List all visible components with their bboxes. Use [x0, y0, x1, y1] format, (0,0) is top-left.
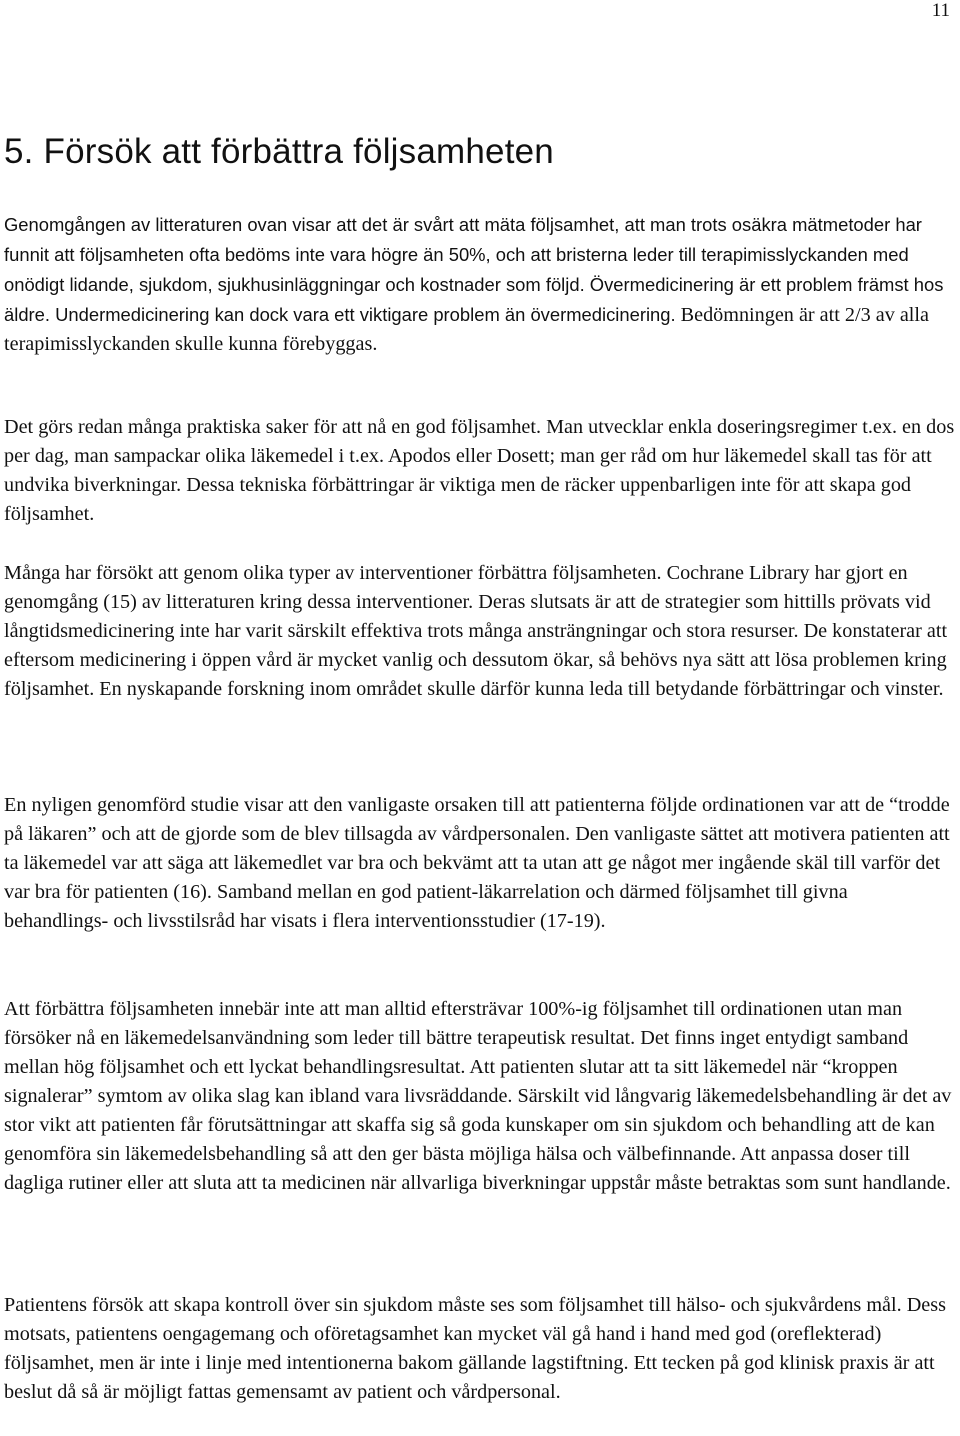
- paragraph-4: En nyligen genomförd studie visar att den vanligaste orsaken till att patienterna följde ordinationen var att de “trodde på läkaren” och att de gjorde som de blev tillsagda av vårdpersonalen. Den vanligaste sättet att motivera patienten att ta läkemedel var att säga att läkemedlet var bra och bekvämt att ta utan att ge något mer ingående skäl till varför det var bra för patienten (16). Samband mellan en god patient-läkarrelation och därmed följsamhet till givna behandlings- och livsstilsråd har visats i flera interventionsstudier (17-19).: [4, 794, 950, 932]
- paragraph-1-part-1: Genomgången av litteraturen ovan visar att det är svårt att mäta följsamhet, att man trots osäkra mätmetoder har funnit att följsamheten ofta bedöms inte vara högre än 50%, och att bristerna leder till terapimisslyckanden med onödigt lidande, sjukdom, sjukhusinläggningar och kostnader som följd. Övermedicinering är ett problem främst hos äldre. Undermedicinering kan dock vara ett viktigare problem än övermedicinering.: [4, 214, 944, 325]
- paragraph-6: Patientens försök att skapa kontroll över sin sjukdom måste ses som följsamhet till hälso- och sjukvårdens mål. Dess motsats, patientens oengagemang och oföretagsamhet kan mycket väl gå hand i hand med god (oreflekterad) följsamhet, men är inte i linje med intentionerna bakom gällande lagstiftning. Ett tecken på god klinisk praxis är att beslut då så är möjligt fattas gemensamt av patient och vårdpersonal.: [4, 1294, 946, 1403]
- page-number: 11: [931, 0, 950, 21]
- paragraph-1-part-2: Bedömningen är att 2/3 av alla terapimisslyckanden skulle kunna förebyggas.: [4, 304, 929, 355]
- paragraph-3: Många har försökt att genom olika typer av interventioner förbättra följsamheten. Cochrane Library har gjort en genomgång (15) av litteraturen kring dessa interventioner. Deras slutsats är att de strategier som hittills prövats vid långtidsmedicinering inte har varit särskilt effektiva trots många ansträngningar och stora resurser. De konstaterar att eftersom medicinering i öppen vård är mycket vanlig och dessutom ökar, så behövs nya sätt att lösa problemen kring följsamhet. En nyskapande forskning inom området skulle därför kunna leda till betydande förbättringar och vinster.: [4, 562, 948, 700]
- section-heading: 5. Försök att förbättra följsamheten: [4, 132, 554, 171]
- paragraph-5: Att förbättra följsamheten innebär inte att man alltid eftersträvar 100%-ig följsamhet till ordinationen utan man försöker nå en läkemedelsanvändning som leder till bättre terapeutisk resultat. Det finns inget entydigt samband mellan hög följsamhet och ett lyckat behandlingsresultat. Att patienten slutar att ta sitt läkemedel när “kroppen signalerar” symtom av olika slag kan ibland vara livsräddande. Särskilt vid långvarig läkemedelsbehandling är det av stor vikt att patienten får förutsättningar att skaffa sig så goda kunskaper om sin sjukdom och behandling att de kan genomföra sin läkemedelsbehandling så att den ger bästa möjliga hälsa och välbefinnande. Att anpassa doser till dagliga rutiner eller att sluta att ta medicinen när allvarliga biverkningar uppstår måste betraktas som sunt handlande.: [4, 998, 952, 1194]
- paragraph-2: Det görs redan många praktiska saker för att nå en god följsamhet. Man utvecklar enkla doseringsregimer t.ex. en dos per dag, man sampackar olika läkemedel i t.ex. Apodos eller Dosett; man ger råd om hur läkemedel skall tas för att undvika biverkningar. Dessa tekniska förbättringar är viktiga men de räcker uppenbarligen inte för att skapa god följsamhet.: [4, 416, 955, 525]
- paragraph-1: [4, 210, 956, 359]
